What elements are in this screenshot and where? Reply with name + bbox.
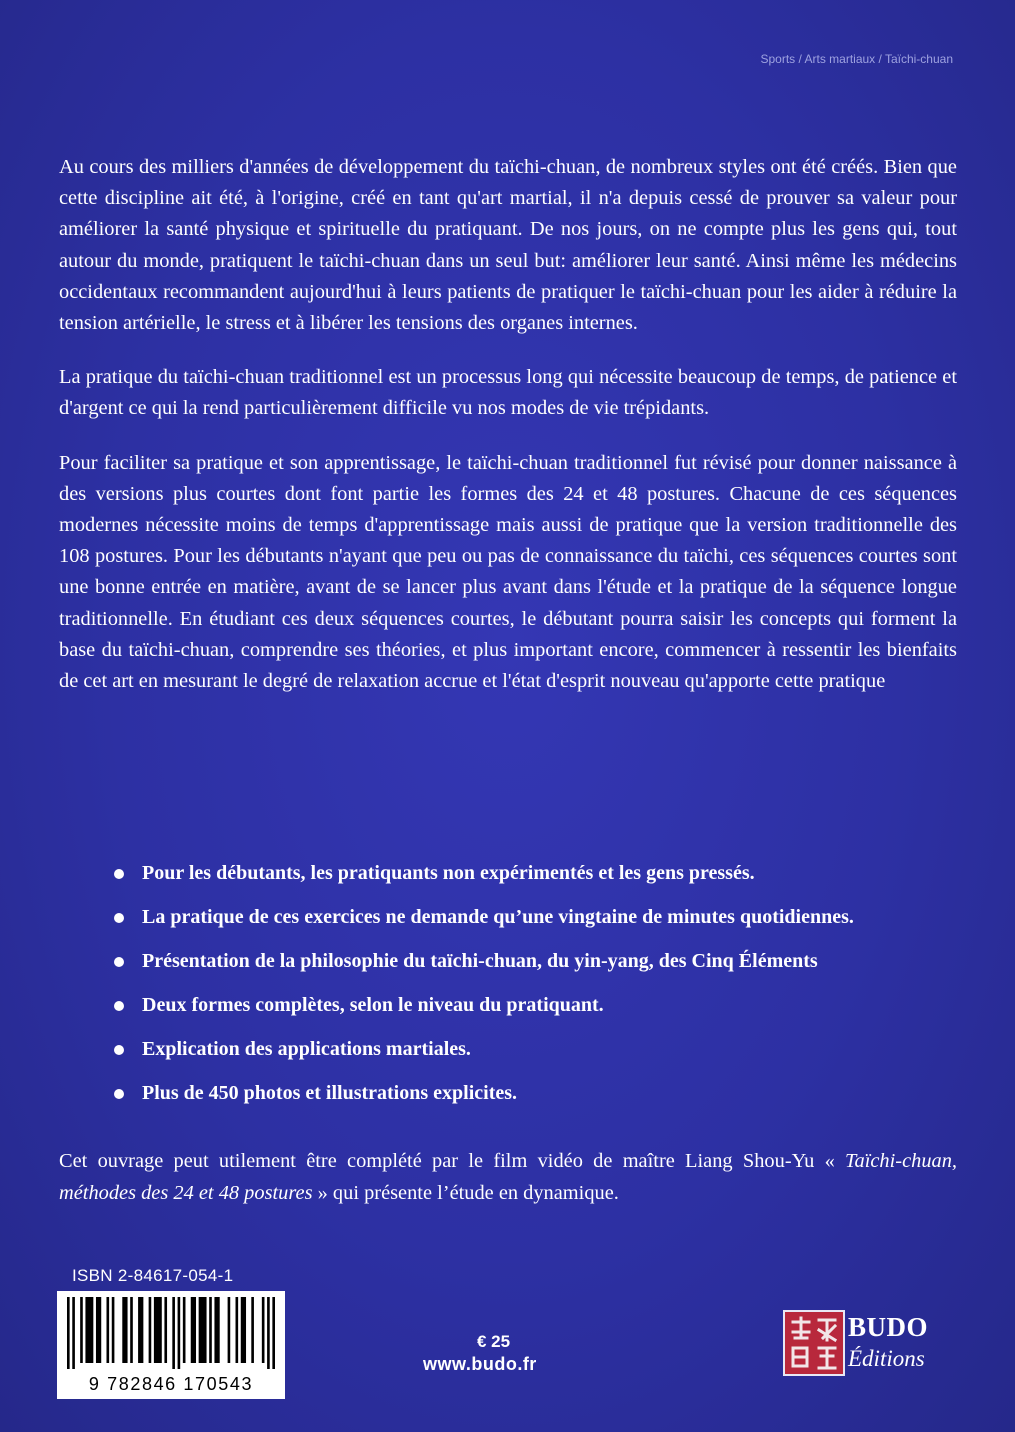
paragraph-intro: Au cours des milliers d'années de développement du taïchi-chuan, de nombreux styles ont été créés. Bien que cette discipline ait été, à l'origine, créé en tant qu'art martial, il n'a depuis cessé de prouver sa valeur pour améliorer la santé physique et spirituelle du pratiquant. De nos jours, on ne compte plus les gens qui, tout autour du monde, pratiquent le taïchi-chuan dans un seul but: améliorer leur santé. Ainsi même les médecins occidentaux recommandent aujourd'hui à leurs patients de pratiquer le taïchi-chuan pour les aider à réduire la tension artérielle, le stress et à libérer les tensions des organes internes.: [59, 156, 957, 335]
barcode-bar: [130, 1297, 133, 1363]
barcode-icon: [57, 1291, 285, 1399]
barcode-bar: [262, 1297, 265, 1363]
paragraph-practice: La pratique du taïchi-chuan traditionnel est un processus long qui nécessite beaucoup de temps, de patience et d'argent ce qui la rend particulièrement difficile vu nos modes de vie trépidants.: [59, 366, 957, 420]
barcode-bar: [72, 1297, 75, 1369]
feature-item: [114, 1075, 854, 1119]
closing-lead: Cet ouvrage peut utilement être complété par le film vidéo de maître Liang Shou-Yu: [59, 1150, 815, 1172]
bullet-icon: [114, 957, 124, 967]
feature-text: Explication des applications martiales.: [142, 1038, 471, 1060]
closing-close-quote: »: [312, 1181, 328, 1204]
feature-text: Deux formes complètes, selon le niveau du pratiquant.: [142, 994, 604, 1016]
feature-item: [114, 855, 854, 899]
barcode-bar: [122, 1297, 127, 1363]
barcode-bar: [267, 1297, 270, 1369]
barcode-bar: [199, 1297, 207, 1363]
barcode-bar: [214, 1297, 219, 1363]
barcode-bar: [80, 1297, 83, 1363]
feature-item: [114, 943, 854, 987]
bullet-icon: [114, 869, 124, 879]
barcode-bar: [112, 1297, 115, 1363]
paragraph-versions: Pour faciliter sa pratique et son apprentissage, le taïchi-chuan traditionnel fut révisé pour donner naissance à des versions plus courtes dont font partie les formes des 24 et 48 postures. Chacune de ces séquences modernes nécessite moins de temps d'apprentissage mais aussi de pratique que la version traditionnelle des 108 postures. Pour les débutants n'ayant que peu ou pas de connaissance du taïchi, ces séquences courtes sont une bonne entrée en matière, avant de se lancer plus avant dans l'étude et la pratique de la séquence longue traditionnelle. En étudiant ces deux séquences courtes, le débutant pourra saisir les concepts qui forment la base du taïchi-chuan, comprendre ses théories, et plus important encore, commencer à ressentir les bienfaits de cet art en mesurant le degré de relaxation accrue et l'état d'esprit nouveau qu'apporte cette pratique: [59, 451, 957, 693]
barcode-bars: [67, 1297, 275, 1369]
bullet-icon: [114, 1089, 124, 1099]
closing-paragraph: [59, 1146, 957, 1209]
publisher-name: BUDO: [848, 1312, 929, 1342]
isbn-label: ISBN 2-84617-054-1: [72, 1266, 234, 1285]
barcode-bar: [191, 1297, 196, 1363]
description: [59, 152, 957, 720]
barcode-bar: [251, 1297, 254, 1363]
barcode-bar: [67, 1297, 70, 1369]
barcode-bar: [183, 1297, 186, 1363]
barcode-bar: [85, 1297, 93, 1363]
price: € 25: [477, 1332, 511, 1351]
feature-text: Présentation de la philosophie du taïchi-chuan, du yin-yang, des Cinq Éléments: [142, 950, 818, 972]
barcode-bar: [172, 1297, 175, 1369]
publisher-seal-icon: [783, 1310, 845, 1376]
feature-text: La pratique de ces exercices ne demande qu’une vingtaine de minutes quotidiennes.: [142, 906, 854, 928]
barcode-bar: [154, 1297, 162, 1363]
closing-tail: qui présente l’étude en dynamique.: [327, 1181, 619, 1204]
barcode-bar: [106, 1297, 109, 1363]
website-link: www.budo.fr: [423, 1354, 537, 1374]
barcode-bar: [272, 1297, 275, 1369]
barcode-bar: [149, 1297, 152, 1363]
feature-item: [114, 1031, 854, 1075]
feature-item: [114, 899, 854, 943]
barcode-bar: [241, 1297, 246, 1363]
barcode-bar: [178, 1297, 181, 1369]
barcode-bar: [209, 1297, 212, 1363]
barcode-bar: [138, 1297, 143, 1363]
bullet-icon: [114, 913, 124, 923]
feature-text: Pour les débutants, les pratiquants non expérimentés et les gens pressés.: [142, 862, 755, 884]
feature-list: [114, 855, 854, 1119]
film-title: Taïchi-chuan, méthodes des 24 et 48 postures: [59, 1150, 958, 1204]
barcode-bar: [236, 1297, 239, 1363]
bullet-icon: [114, 1001, 124, 1011]
bullet-icon: [114, 1045, 124, 1055]
barcode-digits: 9 782846 170543: [88, 1374, 254, 1394]
barcode-bar: [96, 1297, 101, 1363]
feature-text: Plus de 450 photos et illustrations explicites.: [142, 1082, 518, 1104]
barcode-bar: [164, 1297, 167, 1363]
publisher-subtitle: Éditions: [848, 1346, 925, 1371]
feature-item: [114, 987, 854, 1031]
closing-open-quote: «: [824, 1150, 846, 1172]
category-label: Sports / Arts martiaux / Taïchi-chuan: [760, 52, 953, 66]
barcode-bar: [228, 1297, 231, 1363]
